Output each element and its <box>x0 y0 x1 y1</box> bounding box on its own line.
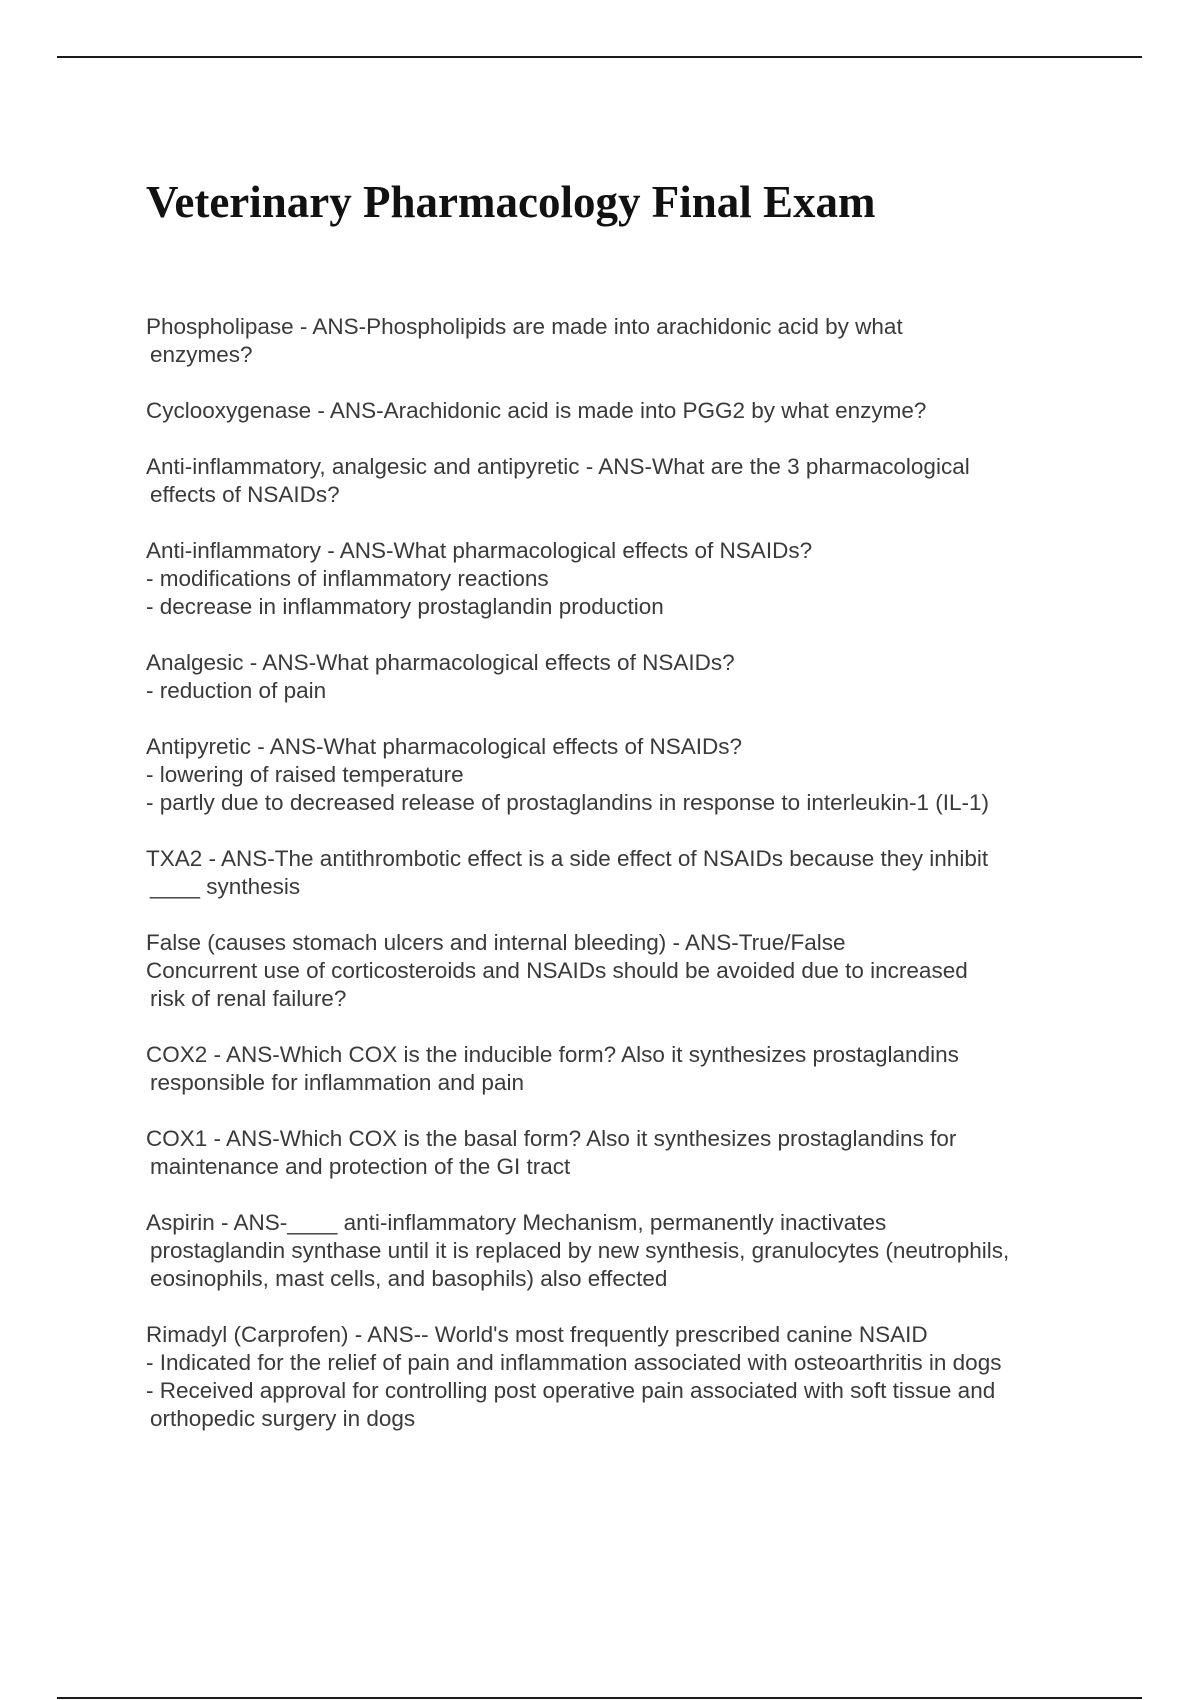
qa-entry <box>146 537 1096 621</box>
qa-line: risk of renal failure? <box>150 986 347 1011</box>
qa-line: Cyclooxygenase - ANS-Arachidonic acid is made into PGG2 by what enzyme? <box>146 398 927 423</box>
qa-line: TXA2 - ANS-The antithrombotic effect is a side effect of NSAIDs because they inhibit <box>146 846 989 871</box>
qa-line: COX2 - ANS-Which COX is the inducible form? Also it synthesizes prostaglandins <box>146 1042 959 1067</box>
qa-line: - Indicated for the relief of pain and inflammation associated with osteoarthritis in dogs <box>146 1350 1002 1375</box>
qa-entry <box>146 397 1096 425</box>
bottom-divider <box>57 1697 1142 1699</box>
qa-entry <box>146 1041 1096 1097</box>
qa-line: Concurrent use of corticosteroids and NSAIDs should be avoided due to increased <box>146 958 968 983</box>
qa-line: - modifications of inflammatory reactions <box>146 566 549 591</box>
qa-line: Analgesic - ANS-What pharmacological effects of NSAIDs? <box>146 650 735 675</box>
qa-entry <box>146 1125 1096 1181</box>
qa-entry <box>146 1209 1096 1293</box>
qa-list <box>146 313 1096 1461</box>
qa-line: prostaglandin synthase until it is replaced by new synthesis, granulocytes (neutrophils, <box>150 1238 1010 1263</box>
qa-line: - reduction of pain <box>146 678 327 703</box>
qa-entry <box>146 733 1096 817</box>
qa-line: False (causes stomach ulcers and internal bleeding) - ANS-True/False <box>146 930 846 955</box>
qa-entry <box>146 649 1096 705</box>
page-title: Veterinary Pharmacology Final Exam <box>146 177 876 227</box>
qa-line: enzymes? <box>150 342 253 367</box>
qa-line: - lowering of raised temperature <box>146 762 464 787</box>
qa-line: effects of NSAIDs? <box>150 482 340 507</box>
qa-line: orthopedic surgery in dogs <box>150 1406 416 1431</box>
qa-line: Phospholipase - ANS-Phospholipids are made into arachidonic acid by what <box>146 314 903 339</box>
qa-line: ____ synthesis <box>150 874 301 899</box>
qa-line: eosinophils, mast cells, and basophils) also effected <box>150 1266 668 1291</box>
qa-entry <box>146 313 1096 369</box>
top-divider <box>57 56 1142 58</box>
qa-line: Anti-inflammatory - ANS-What pharmacological effects of NSAIDs? <box>146 538 813 563</box>
qa-entry <box>146 929 1096 1013</box>
qa-entry <box>146 1321 1096 1433</box>
qa-line: - Received approval for controlling post operative pain associated with soft tissue and <box>146 1378 996 1403</box>
qa-line: Aspirin - ANS-____ anti-inflammatory Mechanism, permanently inactivates <box>146 1210 887 1235</box>
qa-entry <box>146 845 1096 901</box>
qa-line: - partly due to decreased release of prostaglandins in response to interleukin-1 (IL-1) <box>146 790 989 815</box>
qa-line: Anti-inflammatory, analgesic and antipyretic - ANS-What are the 3 pharmacological <box>146 454 970 479</box>
qa-line: Rimadyl (Carprofen) - ANS-- World's most frequently prescribed canine NSAID <box>146 1322 928 1347</box>
qa-line: responsible for inflammation and pain <box>150 1070 524 1095</box>
qa-line: - decrease in inflammatory prostaglandin production <box>146 594 664 619</box>
qa-line: maintenance and protection of the GI tract <box>150 1154 571 1179</box>
qa-line: Antipyretic - ANS-What pharmacological effects of NSAIDs? <box>146 734 743 759</box>
qa-entry <box>146 453 1096 509</box>
qa-line: COX1 - ANS-Which COX is the basal form? Also it synthesizes prostaglandins for <box>146 1126 957 1151</box>
